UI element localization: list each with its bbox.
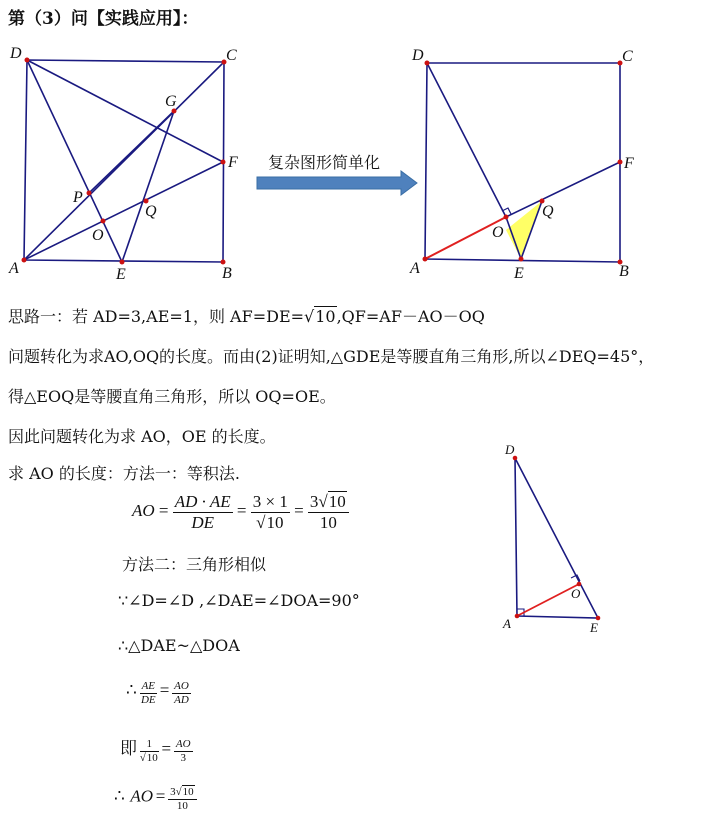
label-d: D bbox=[10, 45, 22, 62]
label-c: C bbox=[226, 47, 237, 64]
label-d: D bbox=[412, 47, 424, 64]
label-q: Q bbox=[145, 203, 157, 220]
point-b bbox=[221, 260, 226, 265]
text-because: ∵∠D=∠D ,∠DAE=∠DOA=90° bbox=[118, 591, 360, 610]
point-o bbox=[504, 215, 509, 220]
label-a: A bbox=[503, 616, 511, 631]
label-q: Q bbox=[542, 203, 554, 220]
figure-triangle-dae bbox=[495, 438, 615, 643]
point-f bbox=[618, 160, 623, 165]
point-o bbox=[101, 219, 106, 224]
label-e: E bbox=[590, 620, 598, 635]
point-a bbox=[515, 614, 520, 619]
point-a bbox=[423, 257, 428, 262]
label-e: E bbox=[116, 266, 126, 283]
label-o: O bbox=[92, 227, 104, 244]
label-a: A bbox=[410, 260, 420, 277]
equation-result: ∴ AO = $\frac{3√10}{10}$ bbox=[114, 786, 197, 812]
arrow-right-icon bbox=[255, 170, 420, 196]
point-e bbox=[120, 260, 125, 265]
text-line-3: 得△EOQ是等腰直角三角形，所以 OQ=OE。 bbox=[8, 387, 336, 406]
point-e bbox=[519, 257, 524, 262]
text-line-2: 问题转化为求AO,OQ的长度。而由(2)证明知,△GDE是等腰直角三角形,所以∠DEQ=45°， bbox=[8, 347, 655, 366]
point-a bbox=[22, 258, 27, 263]
segment-do bbox=[427, 63, 506, 217]
label-f: F bbox=[624, 155, 634, 172]
segment-af bbox=[24, 162, 223, 260]
figure-complex-square bbox=[0, 30, 250, 290]
segment-de bbox=[27, 60, 122, 262]
segment-gp bbox=[89, 111, 174, 193]
label-b: B bbox=[222, 265, 232, 282]
point-f bbox=[221, 160, 226, 165]
segment-ac bbox=[24, 62, 224, 260]
point-p bbox=[87, 191, 92, 196]
equation-equal-area: AO = $\frac{AD \cdot AE}{DE}$ = $\frac{3 \times 1}{√10}$ = $\frac{3√10}{10}$ bbox=[132, 492, 349, 532]
figure-simplified-square bbox=[400, 30, 650, 290]
equation-ratio: ∴ $\frac{AE}{DE}$ = $\frac{AO}{AD}$ bbox=[126, 680, 189, 706]
text-line-4: 因此问题转化为求 AO，OE 的长度。 bbox=[8, 427, 276, 446]
text-line-1: 思路一：若 AD=3,AE=1，则 AF=DE=√10,QF=AF－AO－OQ bbox=[8, 307, 485, 326]
label-d: D bbox=[505, 442, 515, 457]
label-a: A bbox=[9, 260, 19, 277]
label-e: E bbox=[514, 265, 524, 282]
arrow-label: 复杂图形简单化 bbox=[268, 153, 381, 172]
label-f: F bbox=[228, 154, 238, 171]
label-o: O bbox=[571, 586, 581, 601]
label-c: C bbox=[622, 48, 633, 65]
text-therefore-similar: ∴△DAE~△DOA bbox=[118, 636, 240, 655]
segment-ao bbox=[517, 584, 579, 616]
label-g: G bbox=[165, 93, 177, 110]
text-method-2: 方法二：三角形相似 bbox=[122, 555, 267, 574]
segment-of bbox=[506, 162, 620, 217]
segment-df bbox=[27, 60, 223, 162]
segment-ge bbox=[122, 111, 174, 262]
label-o: O bbox=[492, 224, 504, 241]
point-d bbox=[425, 61, 430, 66]
text-line-5: 求 AO 的长度：方法一：等积法. bbox=[8, 464, 240, 483]
label-b: B bbox=[619, 263, 629, 280]
sqrt-10: √10 bbox=[304, 307, 336, 326]
point-d bbox=[25, 58, 30, 63]
equation-ratio-values: 即 $\frac{1}{√10}$ = $\frac{AO}{3}$ bbox=[120, 738, 191, 764]
triangle-dae bbox=[515, 458, 598, 618]
label-p: P bbox=[73, 189, 83, 206]
page-title: 第（3）问【实践应用】： bbox=[8, 9, 199, 29]
